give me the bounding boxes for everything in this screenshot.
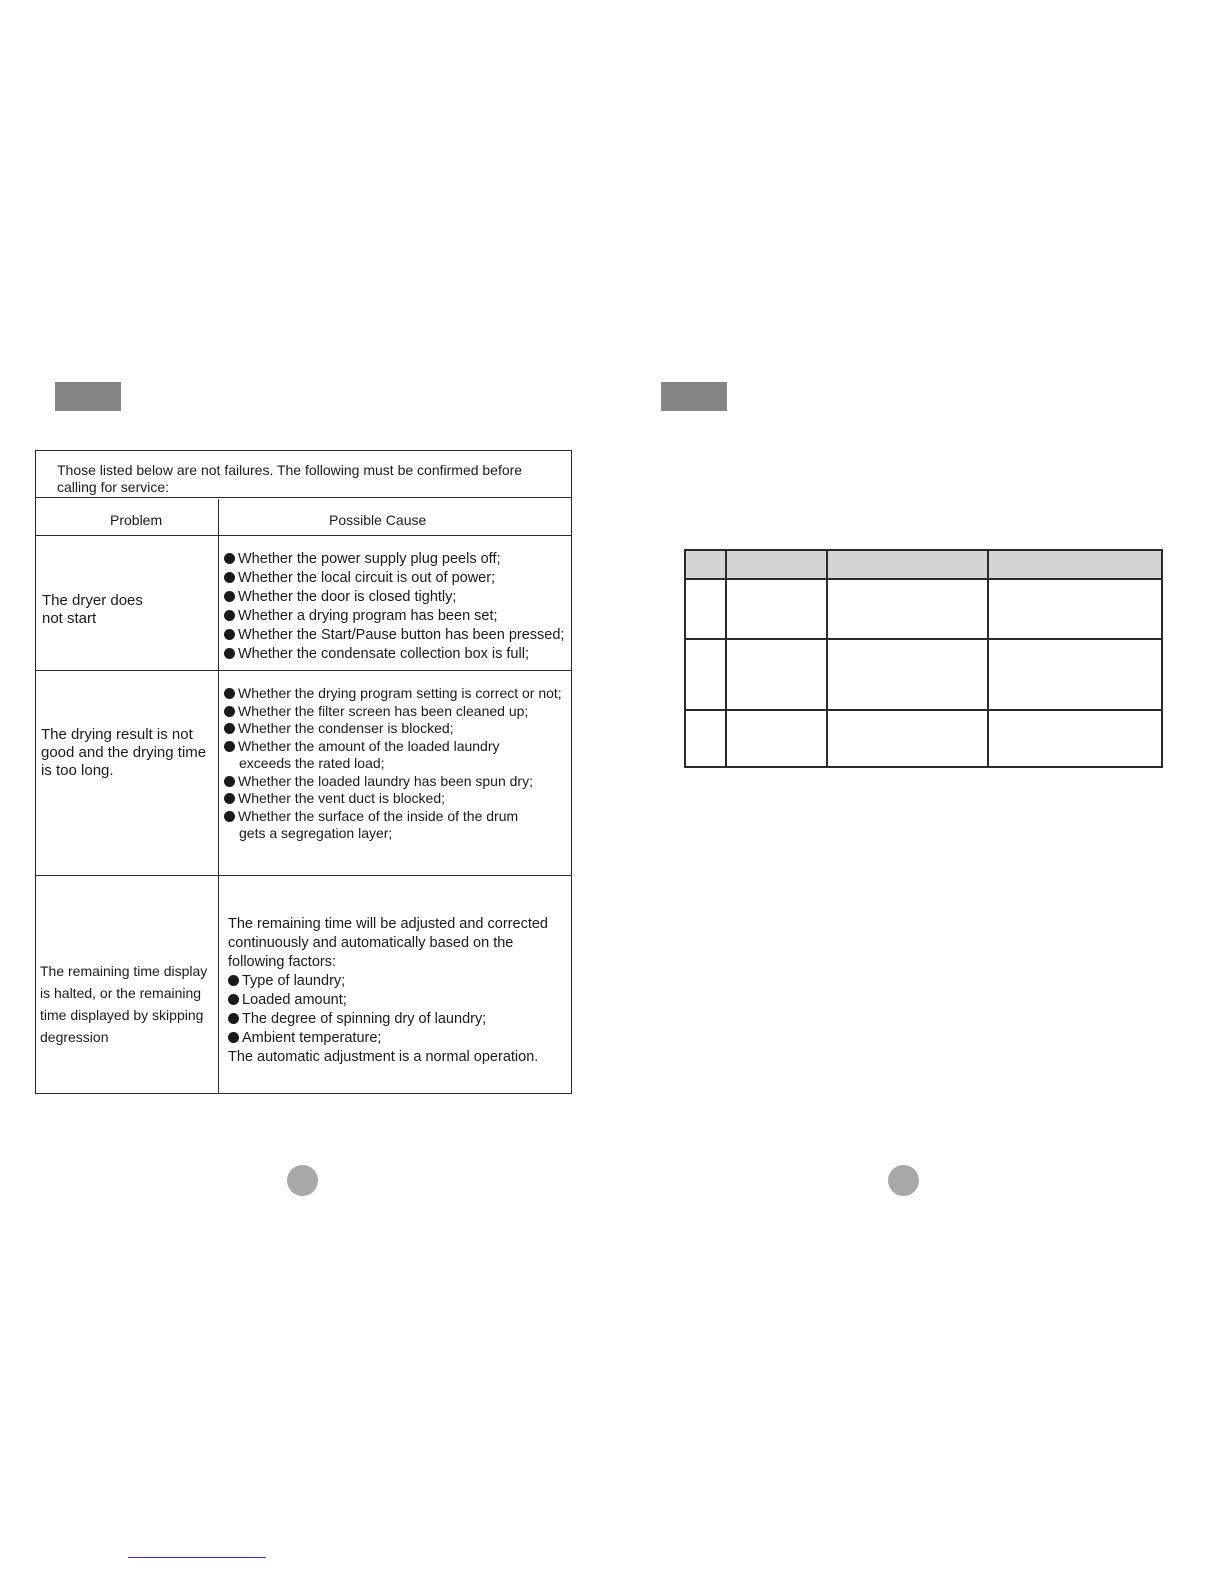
section-tab-left: [55, 382, 121, 411]
table-cell: [988, 710, 1162, 767]
page-number-dot-right: [888, 1165, 919, 1196]
list-item: Whether the power supply plug peels off;: [224, 550, 574, 569]
list-item: Whether the vent duct is blocked;: [224, 790, 564, 808]
bullet-icon: [224, 741, 235, 752]
cause-list: [228, 972, 572, 1048]
column-divider: [218, 499, 219, 1093]
bullet-icon: [224, 793, 235, 804]
list-item: Whether the condenser is blocked;: [224, 720, 564, 738]
table-cell: [726, 550, 827, 579]
bullet-icon: [224, 811, 235, 822]
table-cell: [726, 579, 827, 639]
table-header-row: [685, 550, 1162, 579]
bullet-icon: [224, 688, 235, 699]
cause-list: [224, 550, 574, 664]
cause-intro: The remaining time will be adjusted and corrected continuously and automatically based on the following factors:: [228, 916, 548, 970]
table-cell: [685, 579, 726, 639]
bullet-icon: [224, 723, 235, 734]
table-cell: [726, 710, 827, 767]
bullet-icon: [228, 975, 239, 986]
bullet-icon: [224, 648, 235, 659]
problem-cell: The drying result is not good and the drying time is too long.: [41, 726, 207, 779]
table-cell: [726, 639, 827, 710]
table-cell: [827, 639, 988, 710]
bullet-icon: [228, 1013, 239, 1024]
section-tab-right: [661, 382, 727, 411]
row-divider: [36, 670, 571, 671]
table-cell: [685, 550, 726, 579]
list-item: Whether the filter screen has been cleaned up;: [224, 703, 564, 721]
problem-cell: The dryer does not start: [42, 592, 143, 627]
bullet-icon: [224, 553, 235, 564]
list-item: Whether the condensate collection box is full;: [224, 645, 574, 664]
bullet-icon: [224, 706, 235, 717]
table-cell: [988, 550, 1162, 579]
table-row: [685, 579, 1162, 639]
troubleshooting-table: [35, 450, 572, 1094]
bullet-icon: [224, 591, 235, 602]
bullet-icon: [224, 629, 235, 640]
table-cell: [685, 710, 726, 767]
table-row: [685, 639, 1162, 710]
bullet-icon: [224, 572, 235, 583]
list-item: Whether the drying program setting is correct or not;: [224, 685, 564, 703]
blank-table: [684, 549, 1163, 768]
cause-list: [224, 685, 564, 843]
table-cell: [827, 710, 988, 767]
list-item: Whether a drying program has been set;: [224, 607, 574, 626]
table-intro: Those listed below are not failures. The following must be confirmed before calling for service:: [36, 451, 571, 498]
table-cell: [827, 579, 988, 639]
cause-outro: The automatic adjustment is a normal operation.: [228, 1049, 539, 1065]
page-number-dot-left: [287, 1165, 318, 1196]
header-possible-cause: Possible Cause: [329, 512, 427, 528]
bullet-icon: [224, 776, 235, 787]
list-item: Whether the surface of the inside of the drum gets a segregation layer;: [224, 808, 564, 843]
bullet-icon: [224, 610, 235, 621]
bullet-icon: [228, 1032, 239, 1043]
list-item: Type of laundry;: [228, 972, 572, 991]
list-item: Loaded amount;: [228, 991, 572, 1010]
row-divider: [36, 875, 571, 876]
table-cell: [685, 639, 726, 710]
list-item: Whether the local circuit is out of power;: [224, 569, 574, 588]
table-cell: [988, 639, 1162, 710]
list-item: Whether the loaded laundry has been spun dry;: [224, 773, 564, 791]
list-item: Whether the amount of the loaded laundry exceeds the rated load;: [224, 738, 564, 773]
table-row: [685, 710, 1162, 767]
cause-cell: [228, 915, 572, 1067]
bullet-icon: [228, 994, 239, 1005]
list-item: Whether the Start/Pause button has been pressed;: [224, 626, 574, 645]
list-item: Whether the door is closed tightly;: [224, 588, 574, 607]
row-divider: [36, 535, 571, 536]
problem-cell: The remaining time display is halted, or the remaining time displayed by skipping degression: [40, 963, 208, 1045]
list-item: Ambient temperature;: [228, 1029, 572, 1048]
header-problem: Problem: [110, 512, 163, 528]
link-underline: [128, 1557, 266, 1558]
list-item: The degree of spinning dry of laundry;: [228, 1010, 572, 1029]
table-cell: [988, 579, 1162, 639]
table-cell: [827, 550, 988, 579]
